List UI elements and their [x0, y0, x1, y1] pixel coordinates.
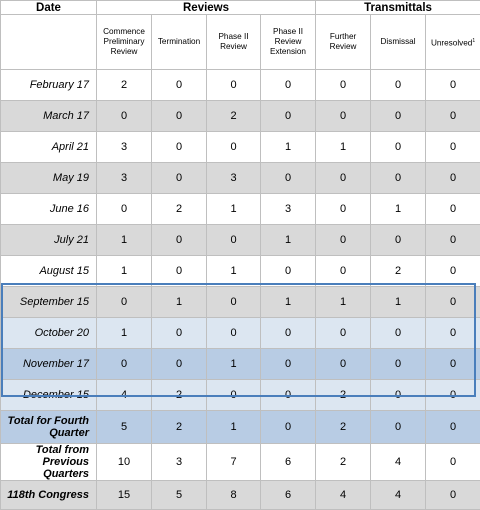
col-header-phase2: Phase II Review — [207, 15, 261, 70]
value-cell: 2 — [152, 194, 207, 225]
table-row — [1, 411, 480, 444]
value-cell: 0 — [371, 101, 426, 132]
unresolved-footnote-mark: 1 — [472, 38, 475, 44]
value-cell: 0 — [371, 225, 426, 256]
transmittals-header: Transmittals — [316, 1, 480, 15]
value-cell: 5 — [152, 481, 207, 510]
value-cell: 0 — [261, 256, 316, 287]
value-cell: 0 — [426, 380, 480, 411]
value-cell: 0 — [426, 318, 480, 349]
date-header: Date — [1, 1, 97, 15]
row-label: April 21 — [1, 132, 97, 163]
reviews-header: Reviews — [97, 1, 316, 15]
value-cell: 1 — [207, 349, 261, 380]
row-label: May 19 — [1, 163, 97, 194]
value-cell: 3 — [97, 163, 152, 194]
value-cell: 0 — [371, 380, 426, 411]
table-row — [1, 194, 480, 225]
col-header-commence: Commence Preliminary Review — [97, 15, 152, 70]
value-cell: 15 — [97, 481, 152, 510]
value-cell: 0 — [371, 70, 426, 101]
table-row — [1, 101, 480, 132]
value-cell: 0 — [152, 318, 207, 349]
value-cell: 0 — [152, 163, 207, 194]
row-label: February 17 — [1, 70, 97, 101]
table-row — [1, 444, 480, 481]
value-cell: 0 — [426, 349, 480, 380]
col-header-unresolved — [426, 15, 480, 70]
value-cell: 1 — [97, 256, 152, 287]
value-cell: 0 — [316, 225, 371, 256]
table-row — [1, 349, 480, 380]
value-cell: 0 — [261, 318, 316, 349]
value-cell: 1 — [97, 318, 152, 349]
col-header-termination: Termination — [152, 15, 207, 70]
value-cell: 0 — [426, 287, 480, 318]
value-cell: 1 — [261, 287, 316, 318]
value-cell: 0 — [261, 101, 316, 132]
value-cell: 3 — [207, 163, 261, 194]
value-cell: 1 — [207, 411, 261, 444]
value-cell: 1 — [316, 287, 371, 318]
table-row — [1, 481, 480, 510]
value-cell: 1 — [97, 225, 152, 256]
value-cell: 0 — [152, 101, 207, 132]
value-cell: 4 — [97, 380, 152, 411]
value-cell: 0 — [316, 318, 371, 349]
blank-header-cell — [1, 15, 97, 70]
value-cell: 1 — [207, 194, 261, 225]
value-cell: 0 — [426, 163, 480, 194]
table-row — [1, 256, 480, 287]
value-cell: 0 — [261, 349, 316, 380]
row-label: October 20 — [1, 318, 97, 349]
value-cell: 0 — [426, 101, 480, 132]
value-cell: 6 — [261, 481, 316, 510]
value-cell: 4 — [371, 444, 426, 481]
value-cell: 0 — [261, 163, 316, 194]
value-cell: 0 — [207, 287, 261, 318]
value-cell: 0 — [207, 70, 261, 101]
value-cell: 1 — [261, 225, 316, 256]
row-label: September 15 — [1, 287, 97, 318]
value-cell: 0 — [152, 349, 207, 380]
value-cell: 0 — [261, 380, 316, 411]
value-cell: 1 — [371, 287, 426, 318]
value-cell: 2 — [316, 411, 371, 444]
value-cell: 0 — [371, 318, 426, 349]
value-cell: 0 — [371, 349, 426, 380]
value-cell: 0 — [426, 444, 480, 481]
col-header-further-review: Further Review — [316, 15, 371, 70]
value-cell: 6 — [261, 444, 316, 481]
value-cell: 2 — [316, 380, 371, 411]
value-cell: 0 — [316, 163, 371, 194]
value-cell: 0 — [316, 349, 371, 380]
value-cell: 2 — [152, 411, 207, 444]
value-cell: 0 — [316, 70, 371, 101]
row-label: December 15 — [1, 380, 97, 411]
value-cell: 1 — [316, 132, 371, 163]
value-cell: 0 — [207, 318, 261, 349]
value-cell: 0 — [97, 194, 152, 225]
table-row — [1, 132, 480, 163]
value-cell: 10 — [97, 444, 152, 481]
value-cell: 0 — [97, 287, 152, 318]
row-label: Total from Previous Quarters — [1, 444, 97, 481]
value-cell: 0 — [371, 132, 426, 163]
row-label: March 17 — [1, 101, 97, 132]
value-cell: 4 — [316, 481, 371, 510]
table-row — [1, 70, 480, 101]
value-cell: 3 — [261, 194, 316, 225]
value-cell: 0 — [152, 132, 207, 163]
value-cell: 2 — [207, 101, 261, 132]
table-row — [1, 287, 480, 318]
value-cell: 2 — [97, 70, 152, 101]
value-cell: 1 — [371, 194, 426, 225]
value-cell: 0 — [426, 411, 480, 444]
value-cell: 5 — [97, 411, 152, 444]
value-cell: 7 — [207, 444, 261, 481]
value-cell: 1 — [207, 256, 261, 287]
row-label: Total for Fourth Quarter — [1, 411, 97, 444]
value-cell: 2 — [152, 380, 207, 411]
value-cell: 3 — [152, 444, 207, 481]
value-cell: 0 — [371, 163, 426, 194]
value-cell: 2 — [371, 256, 426, 287]
value-cell: 0 — [426, 225, 480, 256]
value-cell: 0 — [97, 349, 152, 380]
value-cell: 4 — [371, 481, 426, 510]
value-cell: 0 — [371, 411, 426, 444]
value-cell: 0 — [207, 380, 261, 411]
row-label: November 17 — [1, 349, 97, 380]
value-cell: 0 — [316, 256, 371, 287]
table-row — [1, 318, 480, 349]
value-cell: 1 — [152, 287, 207, 318]
value-cell: 0 — [152, 256, 207, 287]
value-cell: 0 — [152, 225, 207, 256]
table-row — [1, 163, 480, 194]
row-label: July 21 — [1, 225, 97, 256]
value-cell: 0 — [207, 225, 261, 256]
row-label: June 16 — [1, 194, 97, 225]
col-header-phase2-extension: Phase II Review Extension — [261, 15, 316, 70]
col-header-unresolved-label: Unresolved — [431, 38, 472, 47]
col-header-dismissal: Dismissal — [371, 15, 426, 70]
value-cell: 0 — [316, 194, 371, 225]
value-cell: 3 — [97, 132, 152, 163]
value-cell: 8 — [207, 481, 261, 510]
value-cell: 0 — [426, 481, 480, 510]
value-cell: 0 — [261, 70, 316, 101]
value-cell: 0 — [152, 70, 207, 101]
value-cell: 0 — [426, 132, 480, 163]
row-label: August 15 — [1, 256, 97, 287]
value-cell: 0 — [426, 70, 480, 101]
value-cell: 0 — [426, 256, 480, 287]
value-cell: 0 — [261, 411, 316, 444]
table-row — [1, 380, 480, 411]
table-row — [1, 225, 480, 256]
value-cell: 0 — [316, 101, 371, 132]
value-cell: 0 — [207, 132, 261, 163]
row-label: 118th Congress — [1, 481, 97, 510]
value-cell: 2 — [316, 444, 371, 481]
value-cell: 1 — [261, 132, 316, 163]
value-cell: 0 — [426, 194, 480, 225]
value-cell: 0 — [97, 101, 152, 132]
